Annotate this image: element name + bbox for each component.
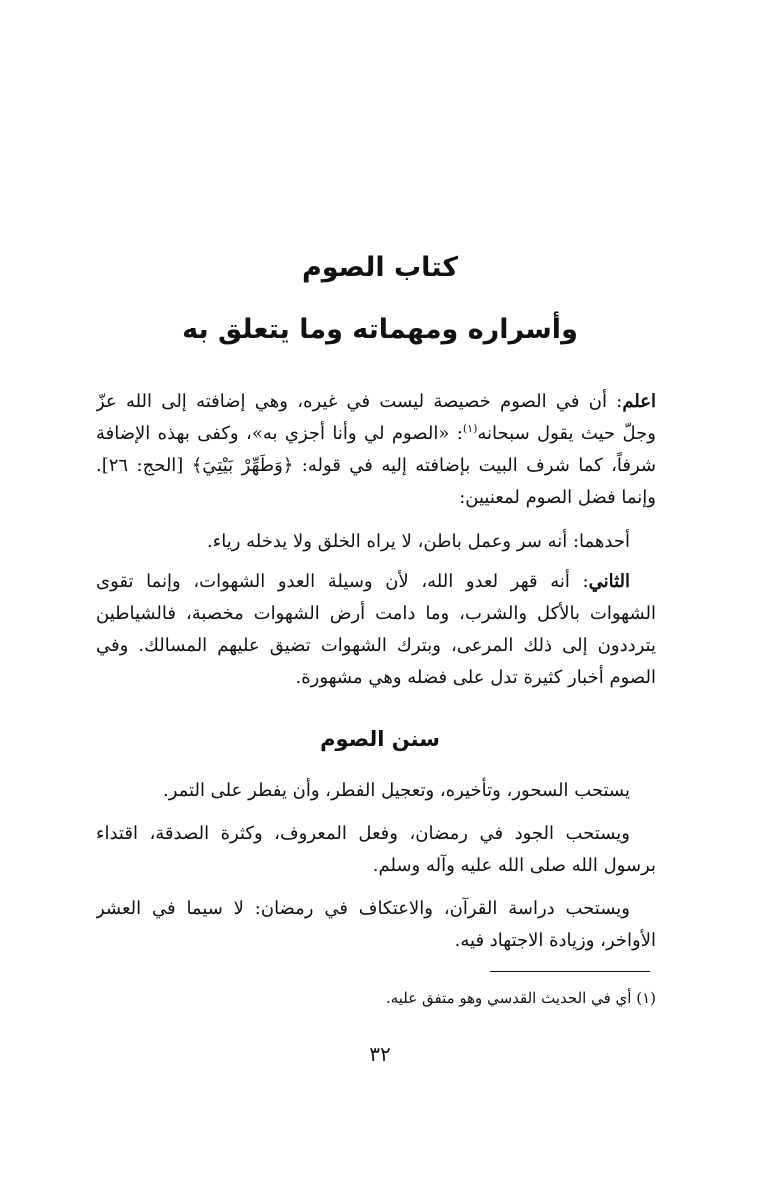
footnote [96, 984, 656, 1012]
intro-line-2-quote: : «الصوم لي وأنا أجزي به»، وكفى بهذه الإضافة [96, 423, 463, 444]
page-number: ٣٢ [369, 1042, 391, 1066]
second-meaning-line-3: يترددون إلى ذلك المرعى، وبترك الشهوات تضيق عليهم المسالك. وفي [96, 635, 656, 656]
intro-line-4: وإنما فضل الصوم لمعنيين: [459, 487, 656, 508]
sunan-3-line-2: الأواخر، وزيادة الاجتهاد فيه. [454, 930, 656, 951]
sunan-3-line-1: ويستحب دراسة القرآن، والاعتكاف في رمضان: لا سيما في العشر [96, 898, 630, 919]
first-meaning-line-1: أحدهما: أنه سر وعمل باطن، لا يراه الخلق ولا يدخله رياء. [207, 531, 630, 552]
first-meaning-paragraph [96, 526, 656, 558]
footnote-divider [490, 971, 650, 972]
sunan-paragraph-2 [96, 818, 656, 882]
lead-word: الثاني [588, 571, 630, 592]
section-title: سنن الصوم [320, 727, 440, 751]
intro-line-1-text: : أن في الصوم خصيصة ليست في غيره، وهي إضافته إلى الله عزّ [96, 391, 623, 412]
second-meaning-paragraph [96, 566, 656, 694]
intro-line-1 [96, 386, 656, 418]
lead-word: اعلم [622, 391, 656, 412]
intro-paragraph [96, 386, 656, 514]
book-subtitle: وأسراره ومهماته وما يتعلق به [182, 314, 578, 345]
intro-line-2-text: وجلّ حيث يقول سبحانه [477, 423, 656, 444]
book-title: كتاب الصوم [301, 252, 459, 283]
footnote-reference[interactable]: (١) [462, 422, 478, 435]
intro-line-3: شرفاً، كما شرف البيت بإضافته إليه في قوله: ﴿وَطَهِّرْ بَيْتِيَ﴾ [الحج: ٢٦]. [96, 455, 656, 476]
second-meaning-line-2: الشهوات بالأكل والشرب، وما دامت أرض الشهوات مخصبة، فالشياطين [96, 603, 656, 624]
sunan-2-line-2: برسول الله صلى الله عليه وآله وسلم. [372, 855, 656, 876]
second-meaning-line-1-text: : أنه قهر لعدو الله، لأن وسيلة العدو الشهوات، وإنما تقوى [96, 571, 589, 592]
second-meaning-line-4: الصوم أخبار كثيرة تدل على فضله وهي مشهورة. [295, 667, 656, 688]
sunan-1-line-1: يستحب السحور، وتأخيره، وتعجيل الفطر، وأن يفطر على التمر. [162, 780, 630, 801]
sunan-paragraph-3 [96, 893, 656, 957]
intro-line-2 [96, 418, 656, 450]
sunan-paragraph-1 [96, 775, 656, 807]
footnote-marker: (١) [636, 989, 656, 1007]
second-meaning-line-1 [96, 566, 656, 598]
sunan-2-line-1: ويستحب الجود في رمضان، وفعل المعروف، وكثرة الصدقة، اقتداء [96, 823, 630, 844]
footnote-text: أي في الحديث القدسي وهو متفق عليه. [385, 989, 632, 1007]
